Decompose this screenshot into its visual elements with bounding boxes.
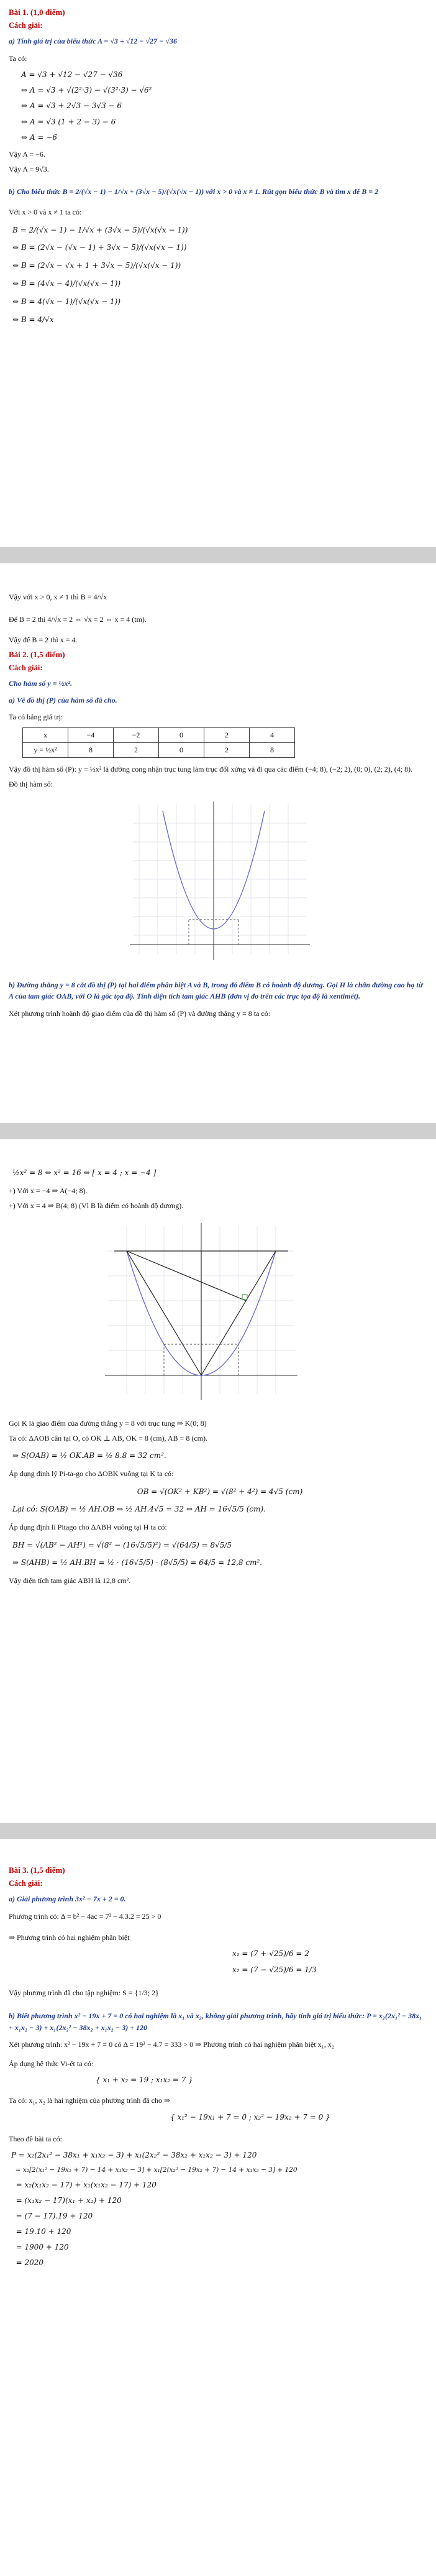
bai3-b-roots-lead: Ta có: x₁, x₂ là hai nghiệm của phương trình đã cho ⇒	[9, 2096, 171, 2105]
table-cell: 0	[159, 727, 204, 742]
table-row	[23, 727, 295, 742]
bai3-b-step: = x₂[2(x₁² − 19x₁ + 7) − 14 + x₁x₂ − 3] + x₁[2(x₂² − 19x₂ + 7) − 14 + x₁x₂ − 3] + 120	[11, 2166, 297, 2174]
table-cell: 8	[250, 742, 295, 757]
bai2-b-bh: BH = √(AB² − AH²) = √(8² − (16√5/5)²) = √(64/5) = 8√5/5	[12, 1540, 232, 1549]
bai2-b-lead: Xét phương trình hoành độ giao điểm của đồ thị hàm số (P) và đường thẳng y = 8 ta có:	[9, 1009, 271, 1018]
bai2-b-pyth-lead: Áp dụng định lý Pi-ta-go cho ΔOBK vuông tại K ta có:	[9, 1469, 174, 1479]
bai3-a-root1: x₁ = (7 + √25)/6 = 2	[232, 1949, 309, 1959]
table-cell: 2	[114, 742, 159, 757]
bai2-b-oab: Ta có: ΔAOB cân tại O, có OK ⊥ AB, OK = 8 (cm), AB = 8 (cm).	[9, 1433, 207, 1443]
sheet-1	[0, 0, 436, 547]
table-cell: 4	[250, 727, 295, 742]
bai3-b-roots: { x₁² − 19x₁ + 7 = 0 ; x₂² − 19x₂ + 7 = 0 }	[170, 2112, 330, 2121]
bai3-b-step: P = x₂(2x₁² − 38x₁ + x₁x₂ − 3) + x₁(2x₂² − 38x₂ + x₁x₂ − 3) + 120	[11, 2151, 257, 2160]
bai1-b-step: ⇔ B = (2√x − √x + 1 + 3√x − 5)/(√x(√x − 1))	[12, 261, 181, 270]
bai1-b-lead: Với x > 0 và x ≠ 1 ta có:	[9, 208, 82, 217]
triangle-graph	[102, 1220, 301, 1406]
bai2-title: Bài 2. (1,5 điểm)	[9, 650, 65, 660]
table-cell: y = ½x²	[23, 742, 68, 757]
bai2-b-k: Gọi K là giao điểm của đường thẳng y = 8 với trục tung ⇒ K(0; 8)	[9, 1418, 207, 1428]
table-row	[23, 742, 295, 757]
bai2-b-sahb: ⇒ S(AHB) = ½ AH.BH = ½ · (16√5/5) · (8√5/5) = 64/5 = 12,8 cm².	[12, 1558, 263, 1567]
bai1-b-step: ⇔ B = 4/√x	[12, 315, 54, 324]
bai3-b-vieta: { x₁ + x₂ = 19 ; x₁x₂ = 7 }	[96, 2075, 193, 2085]
bai3-b-vieta-lead: Áp dụng hệ thức Vi-ét ta có:	[9, 2059, 94, 2068]
bai1-a-lead: Ta có:	[9, 53, 27, 63]
page-separator	[0, 1123, 436, 1139]
bai3-a-delta: Phương trình có: Δ = b² − 4ac = 7² − 4.3.2 = 25 > 0	[9, 1911, 161, 1921]
bai2-cach-giai: Cách giải:	[9, 663, 43, 673]
sheet-2	[0, 563, 436, 1123]
bai3-b-theo: Theo đề bài ta có:	[9, 2134, 62, 2143]
bai1-title: Bài 1. (1,0 điểm)	[9, 7, 65, 17]
bai1-a-step: ⇔ A = √3 (1 + 2 − 3) − 6	[21, 117, 116, 126]
table-cell: x	[23, 727, 68, 742]
bai1-b-step: ⇔ B = (2√x − (√x − 1) + 3√x − 5)/(√x(√x − 1))	[12, 243, 187, 252]
table-cell: 8	[68, 742, 114, 757]
bai3-a-result: Vậy phương trình đã cho tập nghiệm: S = {1/3; 2}	[9, 1988, 159, 1997]
bai2-b-ob: OB = √(OK² + KB²) = √(8² + 4²) = 4√5 (cm)	[137, 1487, 303, 1496]
bai1-a-step: ⇔ A = √3 + 2√3 − 3√3 − 6	[21, 101, 122, 111]
bai2-b-eq: ½x² = 8 ⇔ x² = 16 ⇔ [ x = 4 ; x = −4 ]	[12, 1168, 157, 1177]
bai2-graph-label: Đồ thị hàm số:	[9, 780, 53, 789]
bai1-b-step: ⇔ B = (4√x − 4)/(√x(√x − 1))	[12, 279, 121, 289]
bai1-b-step: ⇔ B = 4(√x − 1)/(√x(√x − 1))	[12, 297, 121, 306]
bai2-b-s: ⇒ S(OAB) = ½ OK.AB = ½ 8.8 = 32 cm².	[12, 1451, 166, 1461]
bai1-a-step: ⇔ A = √3 + √(2²·3) − √(3²·3) − √6²	[21, 86, 152, 95]
page-separator	[0, 1823, 436, 1839]
bai3-b-step: = x₂(x₁x₂ − 17) + x₁(x₁x₂ − 17) + 120	[11, 2180, 157, 2189]
bai3-a-root2: x₂ = (7 − √25)/6 = 1/3	[232, 1965, 317, 1974]
sheet-3	[0, 1139, 436, 1823]
table-cell: −4	[68, 727, 114, 742]
sheet-4	[0, 1839, 436, 2560]
bai2-b-ah: Lại có: S(OAB) = ½ AH.OB ⇔ ½ AH.4√5 = 32 ⇔ AH = 16√5/5 (cm).	[12, 1505, 266, 1514]
bai1-a-result1: Vậy A = −6.	[9, 149, 45, 159]
bai2-intro: Cho hàm số y = ½x².	[9, 679, 73, 688]
bai1-b-question: b) Cho biểu thức B = 2/(√x − 1) − 1/√x + (3√x − 5)/(√x(√x − 1)) với x > 0 và x ≠ 1. Rút gọn biểu thức B và tìm x để B = 2	[9, 187, 379, 196]
bai1-a-step: ⇔ A = −6	[21, 132, 57, 142]
bai3-b-step: = 1900 + 120	[11, 2243, 69, 2252]
right-angle-mark	[242, 1295, 247, 1300]
bai1-a-question: a) Tính giá trị của biểu thức A = √3 + √12 − √27 − √36	[9, 37, 177, 45]
parabola-graph	[127, 798, 313, 966]
bai2-a-question: a) Vẽ đồ thị (P) của hàm số đã cho.	[9, 695, 117, 704]
bai2-a-desc: Vậy đồ thị hàm số (P): y = ½x² là đường cong nhận trục tung làm trục đối xứng và đi qua các điểm (−4; 8), (−2; 2), (0; 0), (2; 2), (4; 8).	[9, 764, 413, 773]
bai3-b-step: = (7 − 17).19 + 120	[11, 2211, 93, 2220]
table-cell: 0	[159, 742, 204, 757]
bai3-b-step: = (x₁x₂ − 17)(x₁ + x₂) + 120	[11, 2195, 122, 2205]
bai3-b-delta: Xét phương trình: x² − 19x + 7 = 0 có Δ = 19² − 4.7 = 333 > 0 ⇒ Phương trình có hai nghiệm phân biệt x₁, x₂	[9, 2040, 335, 2049]
bai2-b-pyth2: Áp dụng định lí Pitago cho ΔABH vuông tại H ta có:	[9, 1523, 167, 1532]
bai1-b-step: B = 2/(√x − 1) − 1/√x + (3√x − 5)/(√x(√x − 1))	[12, 225, 188, 234]
bai2-b-result: Vậy diện tích tam giác ABH là 12,8 cm².	[9, 1576, 131, 1586]
bai2-b-case2: +) Với x = 4 ⇒ B(4; 8) (Vì B là điểm có hoành độ dương).	[9, 1201, 184, 1211]
bai1-b-concl1: Vậy với x > 0, x ≠ 1 thì B = 4/√x	[9, 593, 107, 601]
bai3-b-question: b) Biết phương trình x² − 19x + 7 = 0 có hai nghiệm là x₁ và x₂, không giải phương trình, hãy tính giá trị biểu thức: P = x₂(2x₁² − 38x₁ + x₁x₂ − 3) + x₁(2x₂² − 38x₂ + x₁x₂ − 3) + 120	[9, 2011, 422, 2032]
bai3-title: Bài 3. (1,5 điểm)	[9, 1865, 65, 1875]
bai1-b-concl2: Để B = 2 thì 4/√x = 2 ⇔ √x = 2 ⇔ x = 4 (tm).	[9, 615, 147, 624]
bai1-b-concl3: Vậy để B = 2 thì x = 4.	[9, 635, 78, 644]
bai2-b-question: b) Đường thẳng y = 8 cắt đồ thị (P) tại hai điểm phân biệt A và B, trong đó điểm B có hoành độ dương. Gọi H là chân đường cao hạ từ A của tam giác OAB, với O là gốc tọa độ. Tính diện tích tam giác AHB (đơn vị đo trên các trục tọa độ là xentimét).	[9, 980, 423, 1001]
page-separator	[0, 547, 436, 563]
bai3-cach-giai: Cách giải:	[9, 1879, 43, 1888]
bai2-b-case1: +) Với x = −4 ⇒ A(−4; 8).	[9, 1186, 88, 1195]
table-cell: −2	[114, 727, 159, 742]
value-table	[22, 727, 295, 758]
bai1-a-result2: Vậy A = 9√3.	[9, 165, 49, 174]
bai3-b-step: = 19.10 + 120	[11, 2227, 71, 2237]
table-cell: 2	[204, 742, 250, 757]
bai3-b-step: = 2020	[11, 2258, 44, 2268]
bai3-a-question: a) Giải phương trình 3x² − 7x + 2 = 0.	[9, 1895, 126, 1903]
bai1-cach-giai: Cách giải:	[9, 21, 43, 30]
bai2-a-lead: Ta có bảng giá trị:	[9, 713, 63, 722]
table-cell: 2	[204, 727, 250, 742]
bai3-a-roots-lead: ⇒ Phương trình có hai nghiệm phân biệt	[9, 1932, 130, 1942]
bai1-a-step: A = √3 + √12 − √27 − √36	[21, 70, 123, 79]
